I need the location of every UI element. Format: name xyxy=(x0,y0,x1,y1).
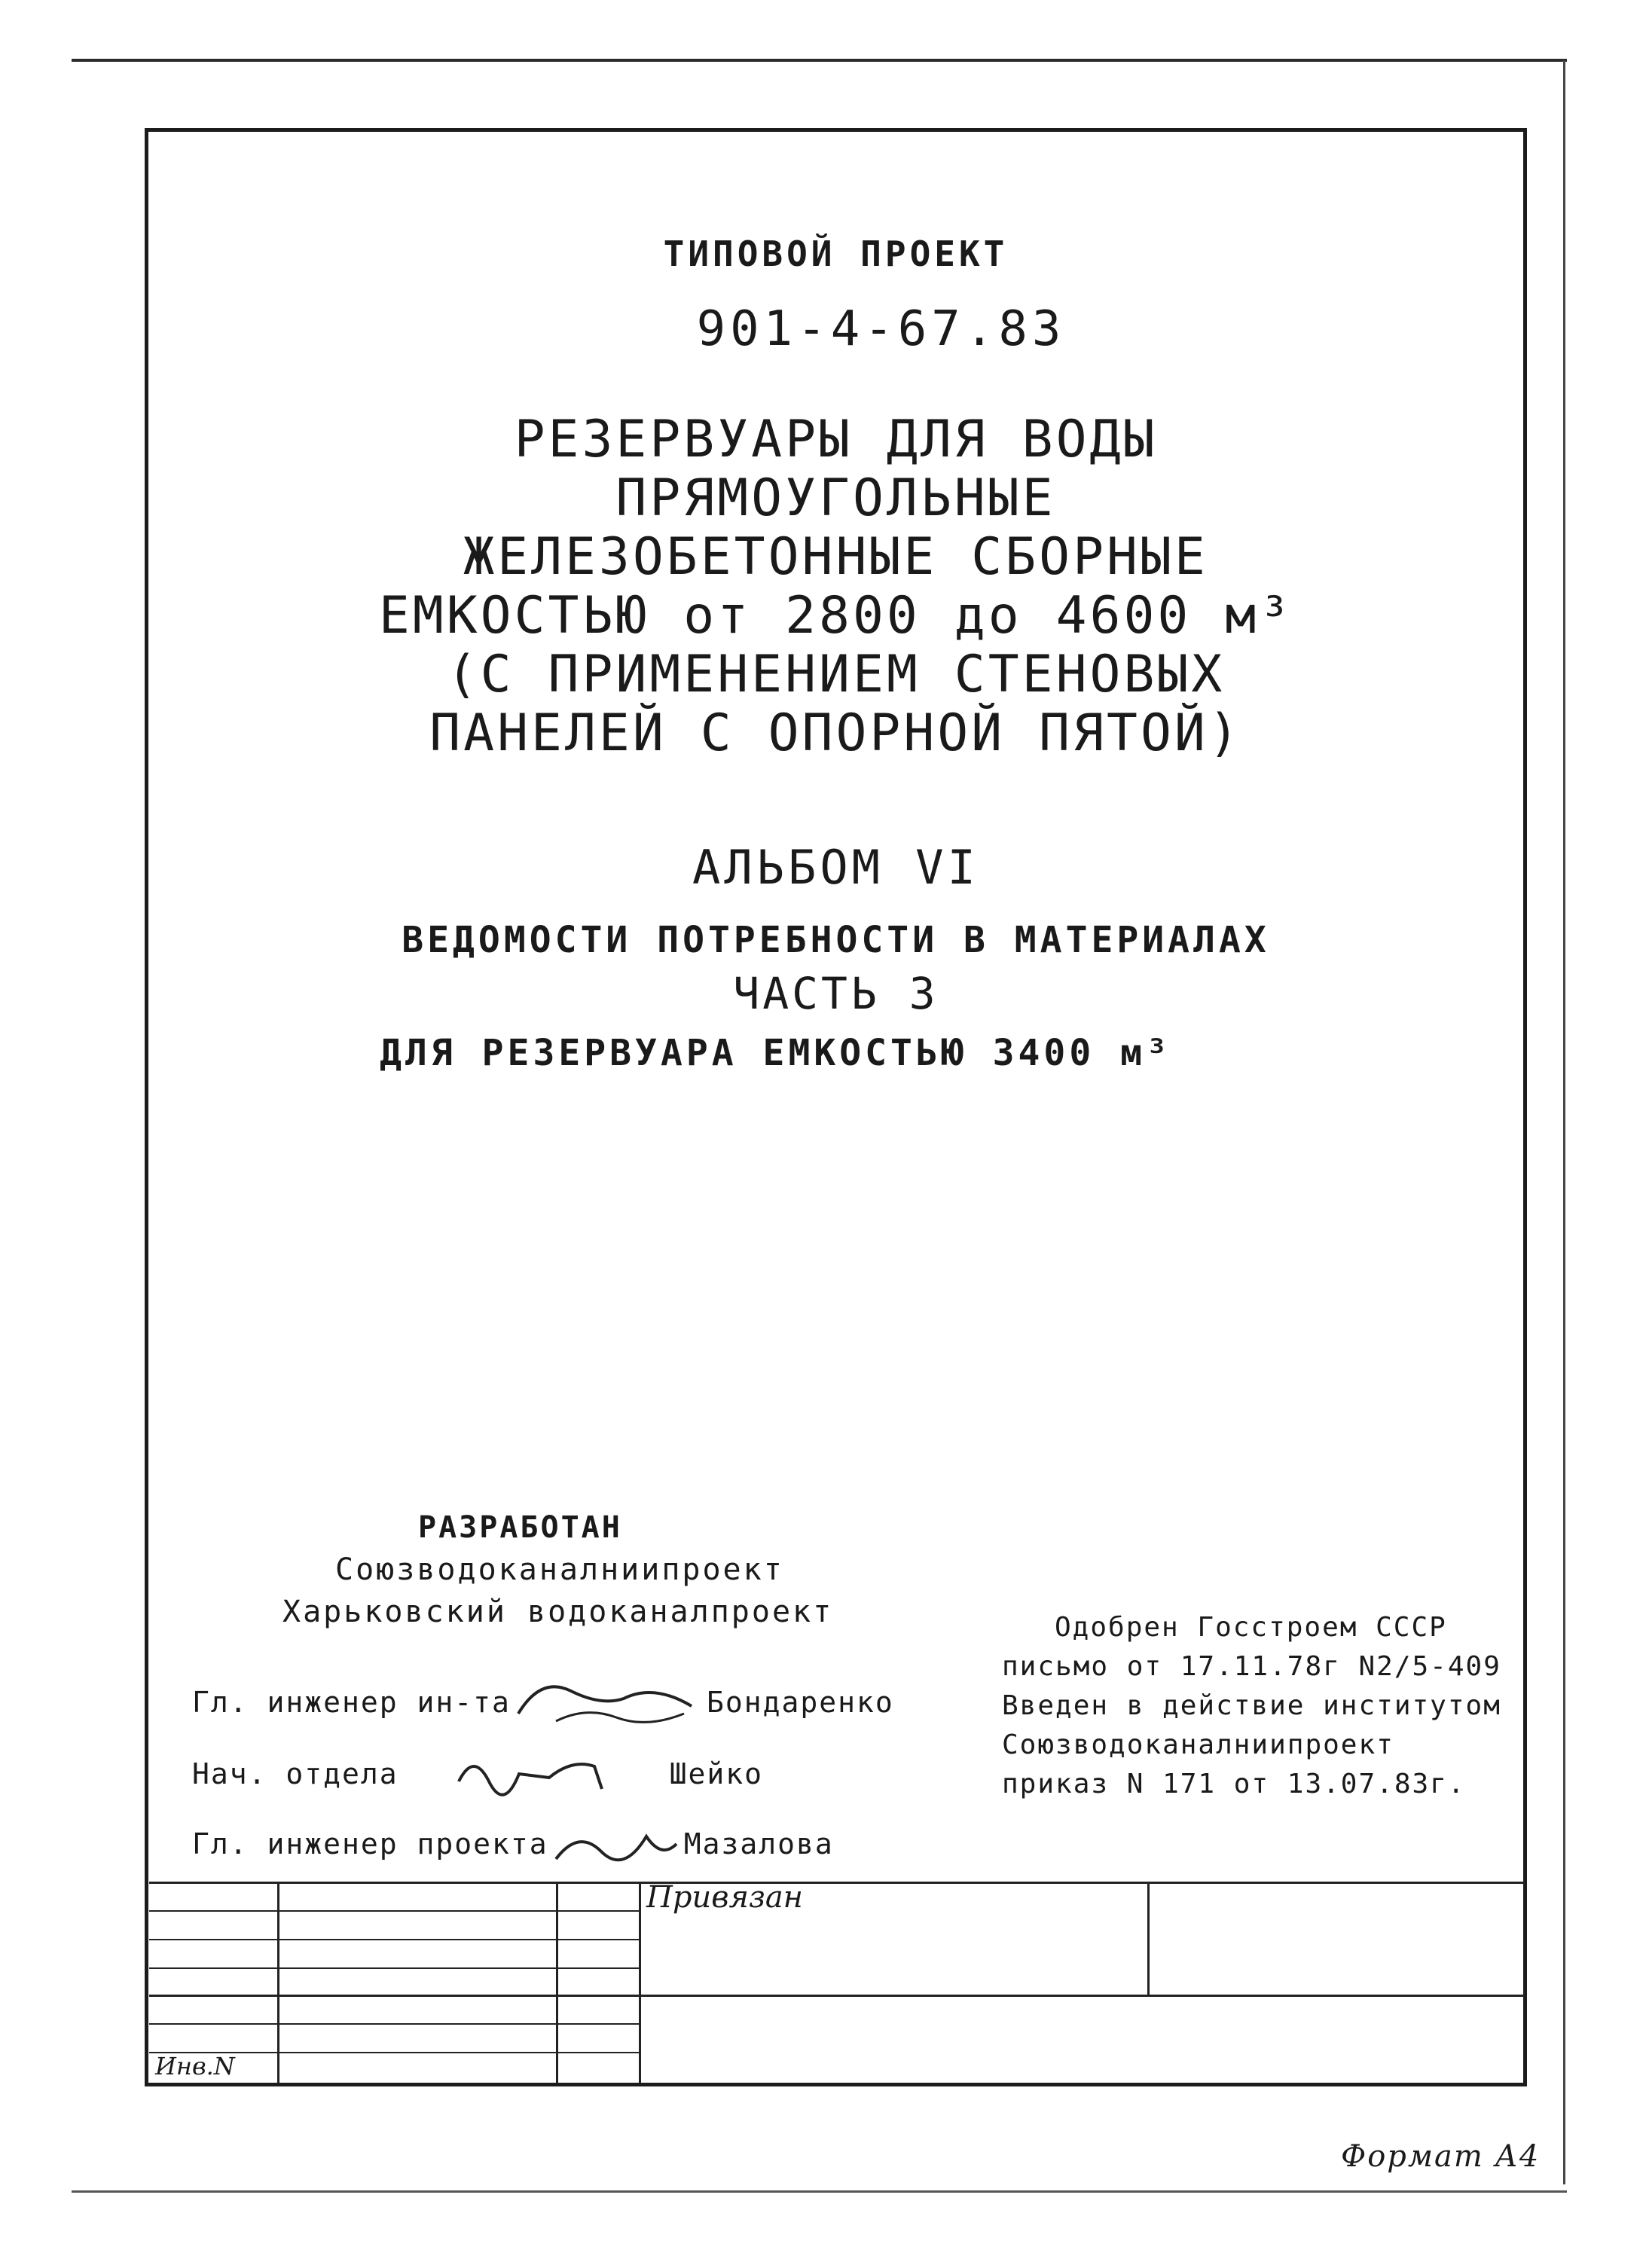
signatory-role: Гл. инженер ин-та xyxy=(192,1686,511,1719)
scan-bottom-edge xyxy=(72,2190,1567,2193)
title-line: РЕЗЕРВУАРЫ ДЛЯ ВОДЫ xyxy=(514,410,1158,469)
stamp-rule xyxy=(639,1882,641,2083)
title-line: ПРЯМОУГОЛЬНЫЕ xyxy=(615,469,1056,528)
approval-line: Введен в действие институтом xyxy=(1002,1690,1501,1721)
project-number: 901-4-67.83 xyxy=(696,301,1066,357)
stamp-rule xyxy=(149,2023,639,2025)
album-label: АЛЬБОМ VI xyxy=(692,840,979,895)
signatory-row xyxy=(192,1744,763,1804)
signature-mark xyxy=(548,1814,684,1874)
stamp-rule xyxy=(149,1967,639,1969)
project-title xyxy=(148,411,1523,763)
signatory-role: Нач. отдела xyxy=(192,1757,399,1790)
signatory-role: Гл. инженер проекта xyxy=(192,1827,548,1860)
stamp-rule xyxy=(149,1882,1525,1884)
scan-right-edge xyxy=(1563,60,1565,2184)
title-line: ПАНЕЛЕЙ С ОПОРНОЙ ПЯТОЙ) xyxy=(429,704,1242,763)
signature-mark xyxy=(444,1744,670,1804)
developed-label: РАЗРАБОТАН xyxy=(418,1510,622,1545)
inventory-number-label: Инв.N xyxy=(155,2052,235,2080)
signatory-name: Шейко xyxy=(669,1757,764,1790)
stamp-rule xyxy=(277,1882,279,2083)
project-type-label: ТИПОВОЙ ПРОЕКТ xyxy=(663,234,1009,274)
signatory-row xyxy=(192,1668,894,1736)
album-part: ЧАСТЬ 3 xyxy=(733,968,939,1019)
approval-line: приказ N 171 от 13.07.83г. xyxy=(1002,1769,1466,1799)
format-label: Формат А4 xyxy=(1341,2139,1541,2174)
album-subtitle: ВЕДОМОСТИ ПОТРЕБНОСТИ В МАТЕРИАЛАХ xyxy=(402,919,1270,961)
title-line: ЕМКОСТЬЮ от 2800 до 4600 м³ xyxy=(378,586,1293,646)
signatory-name: Бондаренко xyxy=(706,1686,894,1719)
scan-top-edge xyxy=(72,59,1567,62)
stamp-table xyxy=(149,1882,1525,2083)
approval-line: Одобрен Госстроем СССР xyxy=(1055,1612,1447,1643)
stamp-rule xyxy=(149,1939,639,1940)
album-reservoir: ДЛЯ РЕЗЕРВУАРА ЕМКОСТЬЮ 3400 м³ xyxy=(380,1032,1171,1074)
privyazan-label: Привязан xyxy=(646,1880,804,1915)
title-line: ЖЕЛЕЗОБЕТОННЫЕ СБОРНЫЕ xyxy=(463,527,1208,587)
developer-org-1: Союзводоканалниипроект xyxy=(335,1552,784,1587)
developer-org-2: Харьковский водоканалпроект xyxy=(282,1595,834,1629)
stamp-rule xyxy=(149,1995,1525,1997)
approval-block xyxy=(1002,1608,1529,1804)
signature-mark xyxy=(511,1668,707,1736)
approval-line: письмо от 17.11.78г N2/5-409 xyxy=(1002,1651,1501,1682)
developed-block xyxy=(192,1506,1021,1633)
approval-line: Союзводоканалниипроект xyxy=(1002,1729,1394,1760)
stamp-rule xyxy=(556,1882,558,2083)
stamp-rule xyxy=(149,1910,639,1912)
signatory-name: Мазалова xyxy=(683,1827,834,1860)
title-line: (С ПРИМЕНЕНИЕМ СТЕНОВЫХ xyxy=(446,645,1226,704)
signatory-row xyxy=(192,1814,834,1874)
stamp-rule xyxy=(1147,1882,1150,1995)
